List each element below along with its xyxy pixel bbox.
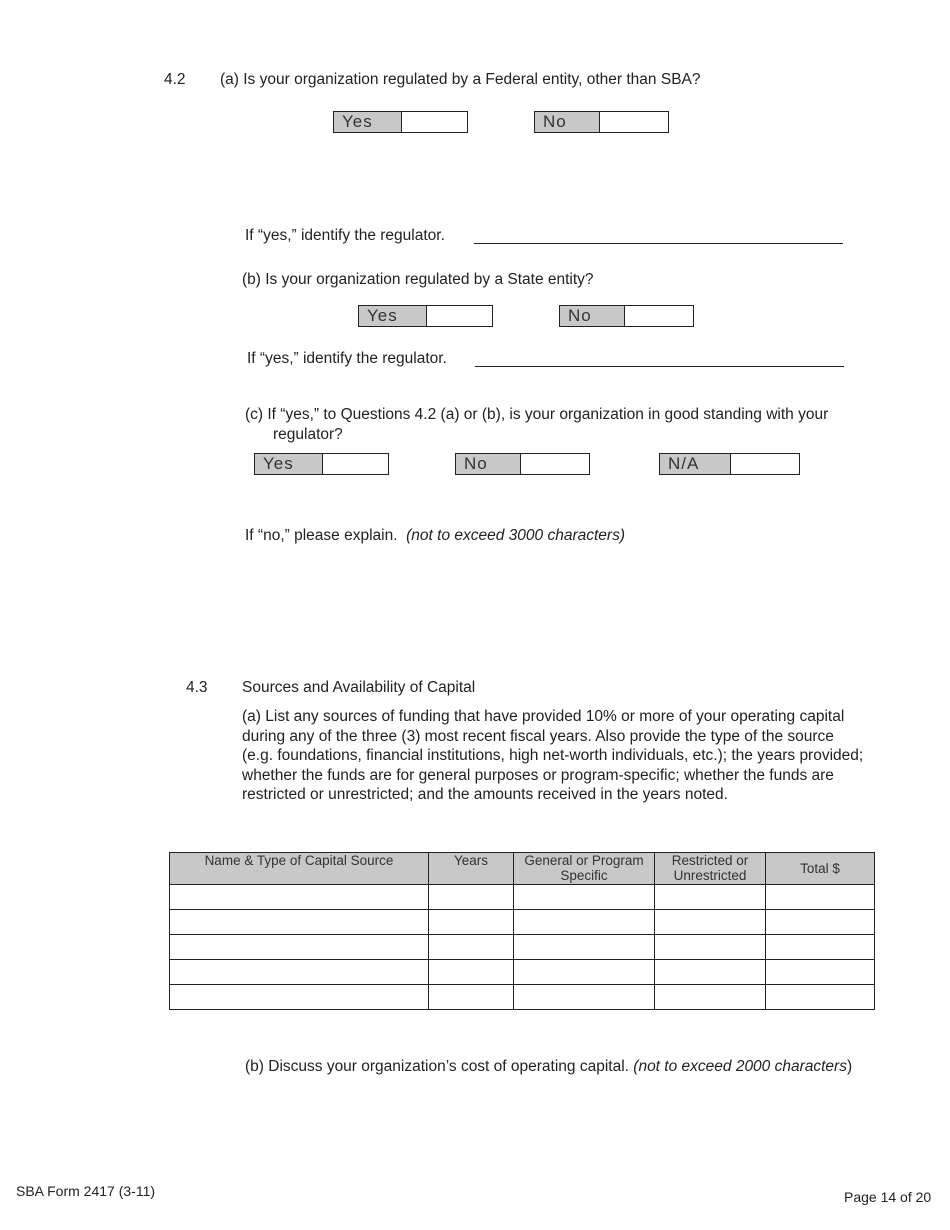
if-no-explain-label: If “no,” please explain.: [245, 527, 398, 544]
page-number: Page 14 of 20: [844, 1189, 932, 1205]
question-4-3-b-text: (b) Discuss your organization’s cost of operating capital.: [245, 1058, 629, 1075]
table-cell[interactable]: [429, 910, 514, 935]
yes-checkbox-4-2-a[interactable]: [333, 111, 468, 133]
closing-paren: ): [846, 1058, 853, 1075]
table-cell[interactable]: [429, 885, 514, 910]
table-cell[interactable]: [429, 935, 514, 960]
table-cell[interactable]: [766, 985, 875, 1010]
table-row: [170, 885, 875, 910]
na-entry-box[interactable]: [731, 454, 799, 474]
table-row: [170, 985, 875, 1010]
yes-entry-box[interactable]: [402, 112, 467, 132]
no-checkbox-4-2-a[interactable]: [534, 111, 669, 133]
section-title: Sources and Availability of Capital: [242, 679, 476, 696]
table-cell[interactable]: [514, 885, 655, 910]
column-header-restricted: Restricted or Unrestricted: [655, 853, 766, 885]
yes-label: Yes: [255, 454, 323, 474]
table-header-row: [170, 853, 875, 885]
table-cell[interactable]: [655, 910, 766, 935]
capital-sources-table: [169, 852, 875, 1010]
character-limit-note: (not to exceed 2000 characters: [633, 1058, 847, 1075]
question-4-3-b: [245, 1057, 852, 1077]
table-cell[interactable]: [655, 960, 766, 985]
yes-entry-box[interactable]: [323, 454, 388, 474]
table-row: [170, 910, 875, 935]
state-regulator-field[interactable]: [475, 366, 844, 367]
table-cell[interactable]: [766, 960, 875, 985]
table-cell[interactable]: [170, 960, 429, 985]
question-4-2-a: (a) Is your organization regulated by a Federal entity, other than SBA?: [220, 71, 701, 88]
form-id: SBA Form 2417 (3-11): [16, 1183, 156, 1199]
no-label: No: [560, 306, 625, 326]
identify-regulator-label: If “yes,” identify the regulator.: [247, 350, 447, 367]
table-cell[interactable]: [766, 885, 875, 910]
yes-label: Yes: [334, 112, 402, 132]
table-row: [170, 960, 875, 985]
question-4-3-a: (a) List any sources of funding that have provided 10% or more of your operating capital during any of the three (3) most recent fiscal years. Also provide the type of the source (e.g. foundations, financial institutions, high net-worth individuals, etc.); the years provided; whether the funds are for general purposes or program-specific; whether the funds are restricted or unrestricted; and the amounts received in the years noted.: [242, 708, 864, 803]
question-number: 4.2: [164, 71, 186, 88]
column-header-general-program: General or Program Specific: [514, 853, 655, 885]
yes-label: Yes: [359, 306, 427, 326]
table-row: [170, 935, 875, 960]
column-header-years: Years: [429, 853, 514, 885]
no-entry-box[interactable]: [600, 112, 668, 132]
table-cell[interactable]: [766, 935, 875, 960]
table-cell[interactable]: [514, 985, 655, 1010]
no-checkbox-4-2-b[interactable]: [559, 305, 694, 327]
table-cell[interactable]: [766, 910, 875, 935]
no-label: No: [456, 454, 521, 474]
if-no-explain: [245, 526, 625, 546]
na-checkbox-4-2-c[interactable]: [659, 453, 800, 475]
yes-entry-box[interactable]: [427, 306, 492, 326]
table-cell[interactable]: [514, 935, 655, 960]
yes-checkbox-4-2-b[interactable]: [358, 305, 493, 327]
no-entry-box[interactable]: [521, 454, 589, 474]
na-label: N/A: [660, 454, 731, 474]
question-4-2-b: (b) Is your organization regulated by a State entity?: [242, 271, 594, 288]
table-cell[interactable]: [170, 910, 429, 935]
column-header-total: Total $: [766, 853, 875, 885]
yes-checkbox-4-2-c[interactable]: [254, 453, 389, 475]
table-cell[interactable]: [655, 935, 766, 960]
table-cell[interactable]: [655, 985, 766, 1010]
column-header-name-type: Name & Type of Capital Source: [170, 853, 429, 885]
no-checkbox-4-2-c[interactable]: [455, 453, 590, 475]
table-cell[interactable]: [170, 885, 429, 910]
table-cell[interactable]: [514, 960, 655, 985]
character-limit-note: (not to exceed 3000 characters): [406, 527, 625, 544]
table-cell[interactable]: [170, 985, 429, 1010]
question-4-2-c: (c) If “yes,” to Questions 4.2 (a) or (b), is your organization in good standing with your regulator?: [245, 406, 829, 443]
table-cell[interactable]: [514, 910, 655, 935]
section-number: 4.3: [186, 679, 208, 696]
table-cell[interactable]: [429, 960, 514, 985]
identify-regulator-label: If “yes,” identify the regulator.: [245, 227, 445, 244]
table-cell[interactable]: [170, 935, 429, 960]
no-label: No: [535, 112, 600, 132]
table-cell[interactable]: [655, 885, 766, 910]
table-cell[interactable]: [429, 985, 514, 1010]
no-entry-box[interactable]: [625, 306, 693, 326]
federal-regulator-field[interactable]: [474, 243, 843, 244]
